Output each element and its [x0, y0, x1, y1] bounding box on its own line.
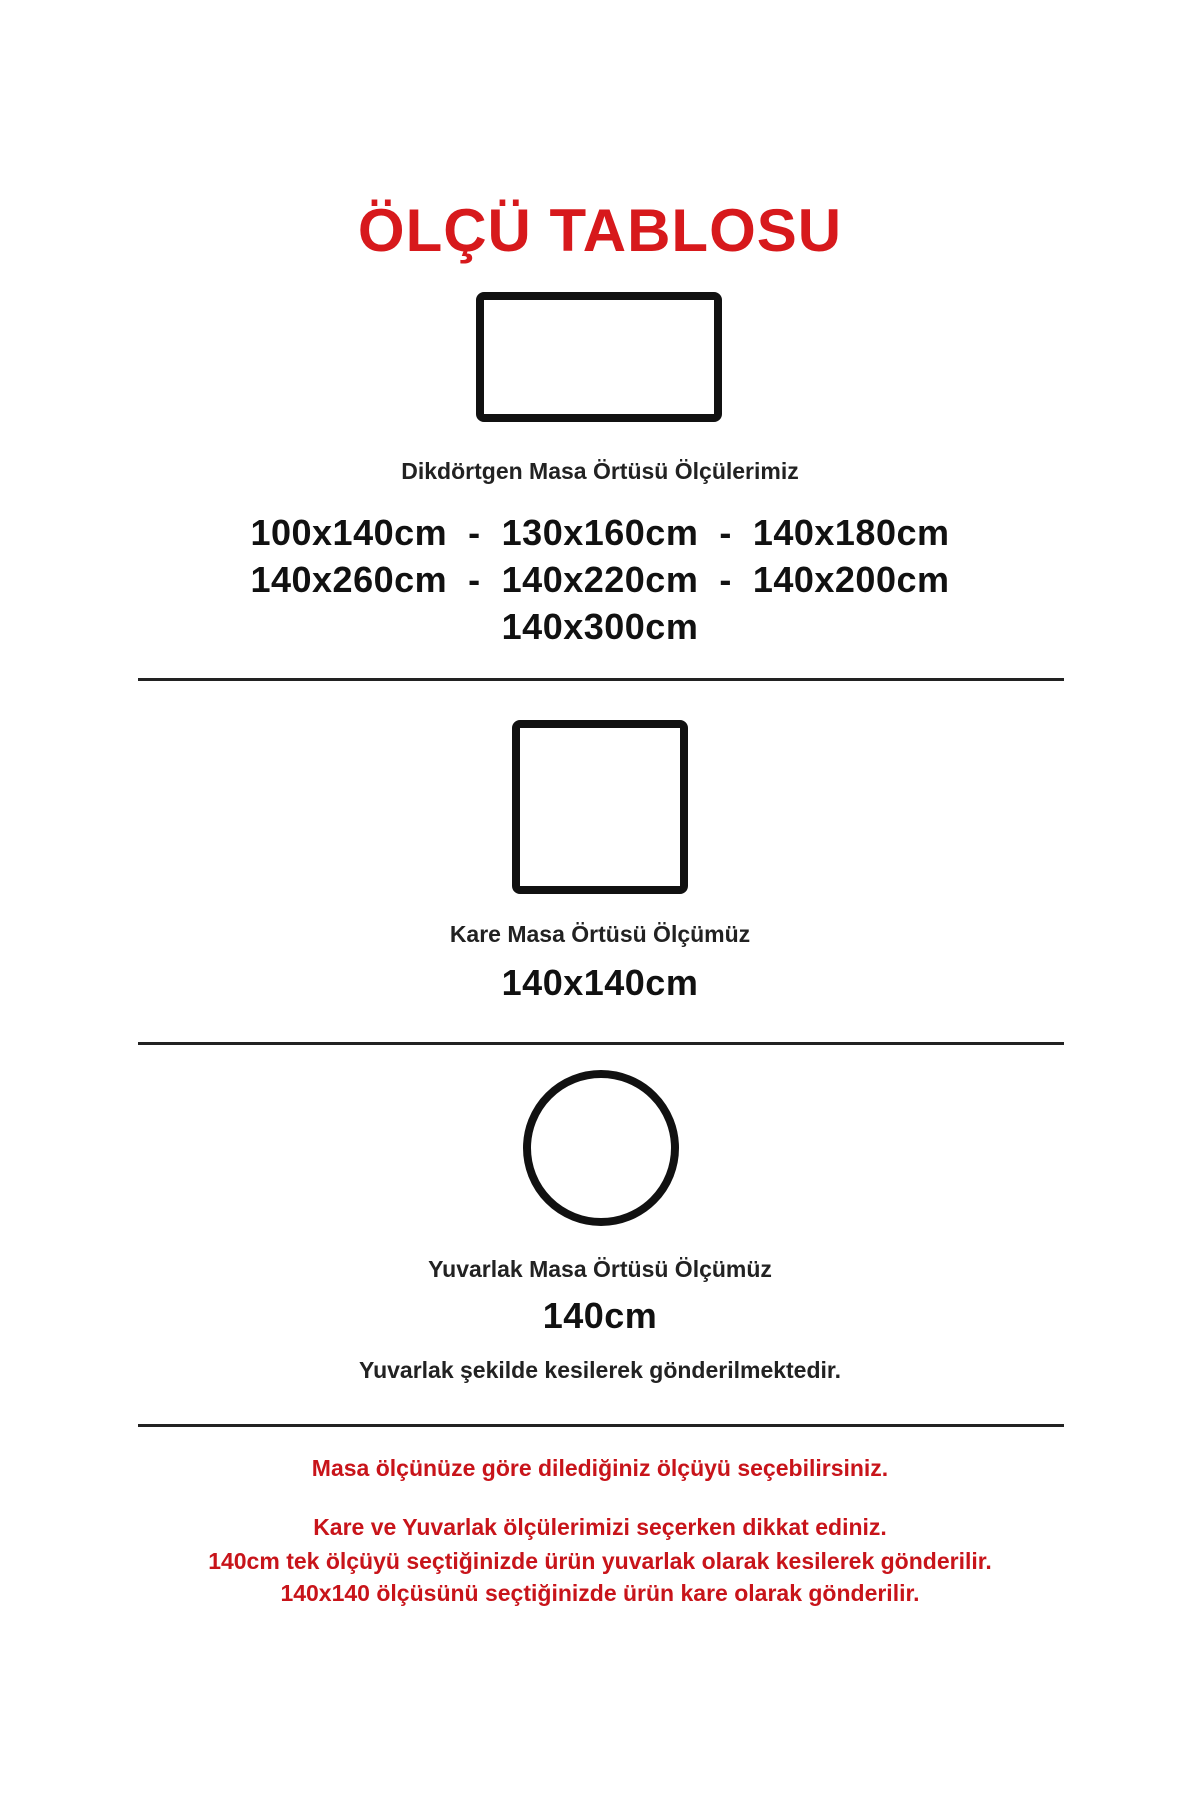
info-note: Masa ölçünüze göre dilediğiniz ölçüyü seçebilirsiniz. [311, 1455, 889, 1481]
rectangular-size-row-3: 140x300cm [501, 606, 699, 647]
square-size: 140x140cm [501, 962, 699, 1003]
warning-note: Kare ve Yuvarlak ölçülerimizi seçerken dikkat ediniz. [313, 1514, 887, 1540]
page-title: ÖLÇÜ TABLOSU [357, 197, 843, 264]
section-divider [138, 1042, 1064, 1045]
section-divider [138, 1424, 1064, 1427]
rectangular-caption: Dikdörtgen Masa Örtüsü Ölçülerimiz [401, 458, 799, 484]
round-size: 140cm [542, 1295, 658, 1336]
rectangle-outline-icon [476, 292, 722, 422]
round-caption: Yuvarlak Masa Örtüsü Ölçümüz [428, 1256, 772, 1282]
square-selection-note: 140x140 ölçüsünü seçtiğinizde ürün kare olarak gönderilir. [280, 1580, 920, 1606]
circle-outline-icon [523, 1070, 679, 1226]
round-note: Yuvarlak şekilde kesilerek gönderilmektedir. [359, 1357, 841, 1383]
square-outline-icon [512, 720, 688, 894]
round-selection-note: 140cm tek ölçüyü seçtiğinizde ürün yuvarlak olarak kesilerek gönderilir. [208, 1548, 992, 1574]
rectangular-size-row-1: 100x140cm - 130x160cm - 140x180cm [250, 512, 950, 553]
rectangular-size-row-2: 140x260cm - 140x220cm - 140x200cm [250, 559, 950, 600]
square-caption: Kare Masa Örtüsü Ölçümüz [449, 921, 751, 947]
section-divider [138, 678, 1064, 681]
